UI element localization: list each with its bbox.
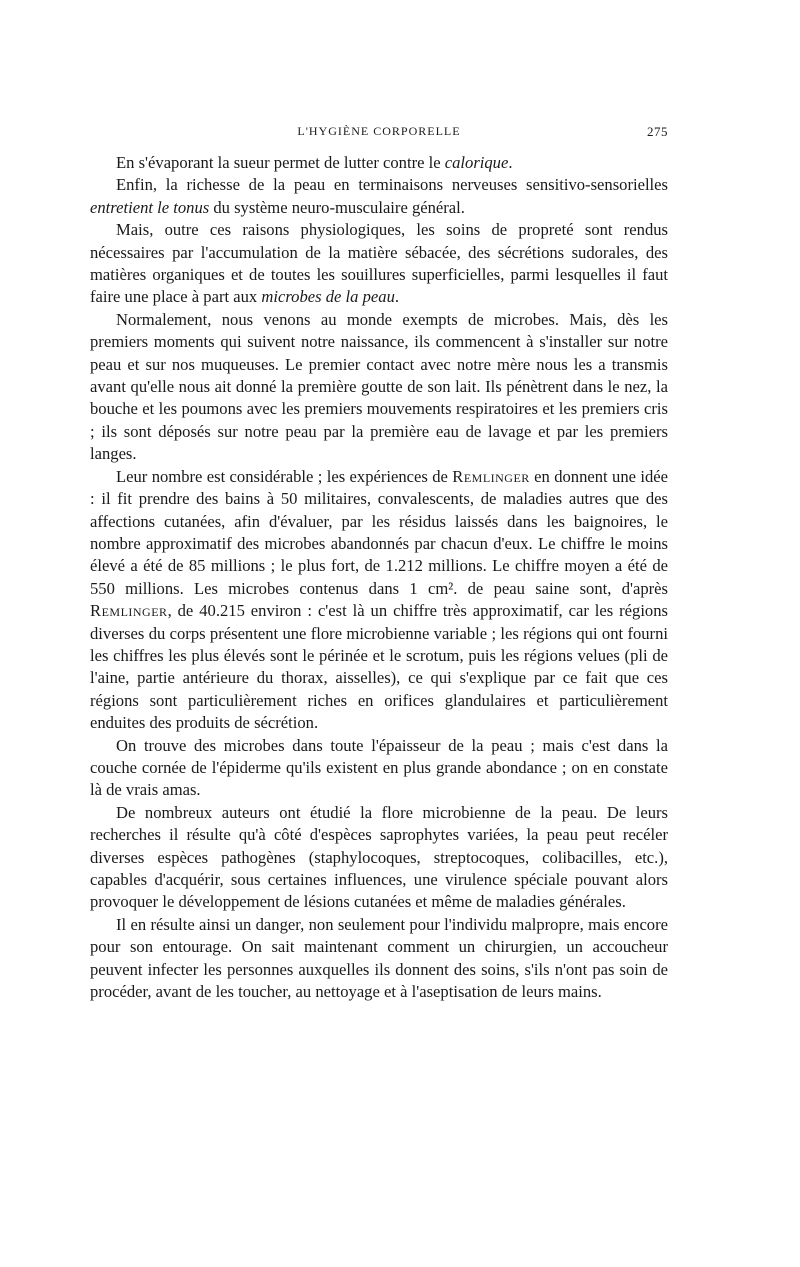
paragraph-2 [90, 174, 668, 219]
body-text [90, 152, 668, 1003]
paragraph-1 [90, 152, 668, 174]
author-name: Remlinger [452, 466, 530, 486]
paragraph-7: De nombreux auteurs ont étudié la flore microbienne de la peau. De leurs recherches il résulte qu'à côté d'espèces saprophytes variées, la peau peut recéler diverses espèces pathogènes (staphylocoques, streptocoques, colibacilles, etc.), capables d'acquérir, sous certaines influences, une virulence spéciale pouvant alors provoquer le développement de lésions cutanées et même de maladies générales. [90, 802, 668, 912]
paragraph-6: On trouve des microbes dans toute l'épaisseur de la peau ; mais c'est dans la couche cornée de l'épiderme qu'ils existent en plus grande abondance ; on en constate là de vrais amas. [90, 735, 668, 800]
paragraph-5-text-2: en donnent une idée : il fit prendre des bains à 50 militaires, convalescents, de maladies autres que des affections cutanées, afin d'évaluer, par les résidus laissés dans les baignoires, le nombre approximatif des microbes abandonnés par chacun d'eux. Le chiffre le moins élevé a été de 85 millions ; le plus fort, de 1.212 millions. Le chiffre moyen a été de 550 millions. Les microbes contenus dans 1 cm². de peau saine sont, d'après [90, 466, 668, 598]
paragraph-5 [90, 466, 668, 735]
running-title: L'HYGIÈNE CORPORELLE [297, 124, 461, 138]
paragraph-4: Normalement, nous venons au monde exempts de microbes. Mais, dès les premiers moments qui suivent notre naissance, ils commencent à s'installer sur notre peau et sur nos muqueuses. Le premier contact avec notre mère nous les a transmis avant qu'elle nous ait donné la première goutte de son lait. Ils pénètrent dans le nez, la bouche et les poumons avec les premiers mouvements respiratoires et les premiers cris ; ils sont déposés sur notre peau par la première eau de lavage et par les premiers langes. [90, 309, 668, 464]
paragraph-1-text: En s'évaporant la sueur permet de lutter contre le [116, 153, 445, 172]
paragraph-3 [90, 219, 668, 309]
paragraph-8: Il en résulte ainsi un danger, non seulement pour l'individu malpropre, mais encore pour son entourage. On sait maintenant comment un chirurgien, un accoucheur peuvent infecter les personnes auxquelles ils donnent des soins, s'ils n'ont pas soin de procéder, avant de les toucher, au nettoyage et à l'aseptisation de leurs mains. [90, 914, 668, 1002]
paragraph-5-text-3: , de 40.215 environ : c'est là un chiffre très approximatif, car les régions diverses du corps présentent une flore microbienne variable ; les régions qui ont fourni les chiffres les plus élevés sont le périnée et le scrotum, puis les régions velues (pli de l'aine, partie antérieure du thorax, aisselles), ce qui s'explique par ce fait que ces régions sont particulièrement riches en orifices glandulaires et particulièrement enduites des produits de sécrétion. [90, 601, 668, 733]
page-number: 275 [647, 124, 668, 139]
paragraph-3-text: Mais, outre ces raisons physiologiques, les soins de propreté sont rendus nécessaires par l'accumulation de la matière sébacée, des sécrétions sudorales, des matières organiques et de toutes les souillures superficielles, parmi lesquelles il faut faire une place à part aux [90, 220, 668, 307]
paragraph-5-text: Leur nombre est considérable ; les expériences de [116, 466, 453, 486]
paragraph-2-end: du système neuro-musculaire général. [209, 197, 465, 217]
paragraph-1-italic: calorique [444, 153, 509, 172]
running-head [90, 124, 668, 144]
paragraph-1-end: . [508, 153, 513, 172]
paragraph-3-italic: microbes de la peau [261, 287, 395, 307]
paragraph-2-italic: entretient le tonus [90, 197, 210, 217]
paragraph-2-text: Enfin, la richesse de la peau en terminaisons nerveuses sensitivo-sensorielles [116, 175, 668, 195]
paragraph-3-end: . [394, 287, 400, 307]
author-name-2: Remlinger [90, 601, 168, 621]
